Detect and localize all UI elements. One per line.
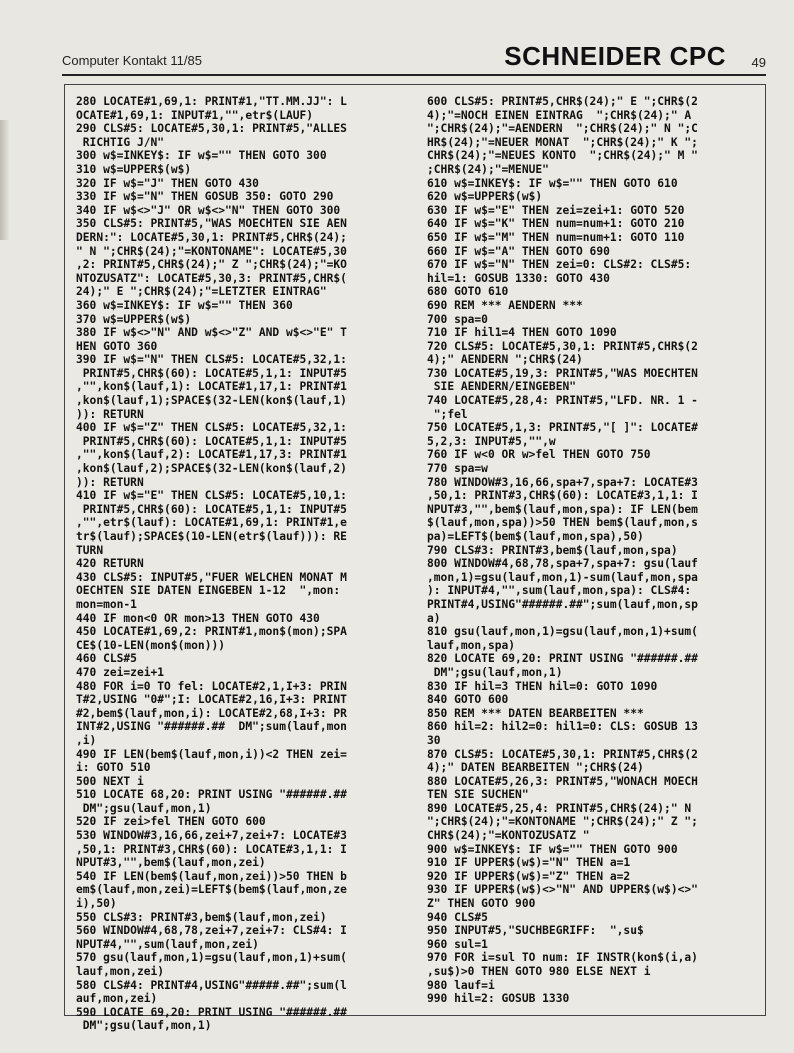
code-line: 4);" AENDERN ";CHR$(24) [427,353,583,367]
page-binding-shadow [0,120,10,240]
code-line: CE$(10-LEN(mon$(mon))) [76,638,226,652]
code-line: 940 CLS#5 [427,910,488,924]
code-line: 400 IF w$="Z" THEN CLS#5: LOCATE#5,32,1: [76,421,347,435]
code-line: 440 IF mon<0 OR mon>13 THEN GOTO 430 [76,611,320,625]
code-line: 490 IF LEN(bem$(lauf,mon,i))<2 THEN zei= [76,747,347,761]
code-line: 790 CLS#3: PRINT#3,bem$(lauf,mon,spa) [427,543,678,557]
code-line: 310 w$=UPPER$(w$) [76,162,192,176]
code-line: ,"",etr$(lauf): LOCATE#1,69,1: PRINT#1,e [76,516,347,530]
code-line: " N ";CHR$(24);"=KONTONAME": LOCATE#5,30 [76,244,347,258]
code-line: PRINT#5,CHR$(60): LOCATE#5,1,1: INPUT#5 [76,434,347,448]
code-line: ,kon$(lauf,2);SPACE$(32-LEN(kon$(lauf,2) [76,462,347,476]
code-line: ,50,1: PRINT#3,CHR$(60): LOCATE#3,1,1: I [427,489,698,503]
code-line: 580 CLS#4: PRINT#4,USING"#####.##";sum(l [76,978,347,992]
code-line: ";CHR$(24);"=AENDERN ";CHR$(24);" N ";C [427,122,698,136]
code-line: NPUT#3,"",bem$(lauf,mon,spa): IF LEN(bem [427,502,698,516]
code-line: RICHTIG J/N" [76,135,165,149]
code-line: 780 WINDOW#3,16,66,spa+7,spa+7: LOCATE#3 [427,475,698,489]
code-line: TEN SIE SUCHEN" [427,788,529,802]
code-line: 770 spa=w [427,462,488,476]
code-line: 290 CLS#5: LOCATE#5,30,1: PRINT#5,"ALLES [76,122,347,136]
code-line: 690 REM *** AENDERN *** [427,298,583,312]
code-line: 560 WINDOW#4,68,78,zei+7,zei+7: CLS#4: I [76,924,347,938]
code-line: 450 LOCATE#1,69,2: PRINT#1,mon$(mon);SPA [76,625,347,639]
code-line: 930 IF UPPER$(w$)<>"N" AND UPPER$(w$)<>" [427,883,698,897]
code-line: CHR$(24);"=KONTOZUSATZ " [427,829,590,843]
code-line: 460 CLS#5 [76,652,137,666]
code-line: 330 IF w$="N" THEN GOSUB 350: GOTO 290 [76,190,334,204]
code-line: 850 REM *** DATEN BEARBEITEN *** [427,706,644,720]
code-line: 5,2,3: INPUT#5,"",w [427,434,556,448]
code-line: i),50) [76,897,117,911]
code-line: em$(lauf,mon,zei)=LEFT$(bem$(lauf,mon,ze [76,883,347,897]
code-line: OECHTEN SIE DATEN EINGEBEN 1-12 ",mon: [76,584,341,598]
code-line: 750 LOCATE#5,1,3: PRINT#5,"[ ]": LOCATE# [427,421,698,435]
code-line: 880 LOCATE#5,26,3: PRINT#5,"WONACH MOECH [427,774,698,788]
code-line: 960 sul=1 [427,937,488,951]
code-line: mon=mon-1 [76,597,137,611]
code-line: ,50,1: PRINT#3,CHR$(60): LOCATE#3,1,1: I [76,842,347,856]
code-line: 900 w$=INKEY$: IF w$="" THEN GOTO 900 [427,842,678,856]
code-line: 870 CLS#5: LOCATE#5,30,1: PRINT#5,CHR$(2 [427,747,698,761]
code-line: 810 gsu(lauf,mon,1)=gsu(lauf,mon,1)+sum( [427,625,698,639]
listing-left-column [76,95,406,1033]
code-line: 390 IF w$="N" THEN CLS#5: LOCATE#5,32,1: [76,353,347,367]
code-line: 430 CLS#5: INPUT#5,"FUER WELCHEN MONAT M [76,570,347,584]
code-line: 4);" DATEN BEARBEITEN ";CHR$(24) [427,761,644,775]
code-line: ,i) [76,733,97,747]
code-line: PRINT#5,CHR$(60): LOCATE#5,1,1: INPUT#5 [76,502,347,516]
code-line: 620 w$=UPPER$(w$) [427,190,543,204]
code-line: HEN GOTO 360 [76,339,158,353]
code-line: 320 IF w$="J" THEN GOTO 430 [76,176,259,190]
code-line: 300 w$=INKEY$: IF w$="" THEN GOTO 300 [76,149,327,163]
code-line: NPUT#3,"",bem$(lauf,mon,zei) [76,856,266,870]
section-title: SCHNEIDER CPC [504,41,726,71]
code-line: 410 IF w$="E" THEN CLS#5: LOCATE#5,10,1: [76,489,347,503]
code-line: 570 gsu(lauf,mon,1)=gsu(lauf,mon,1)+sum( [76,951,347,965]
code-line: 30 [427,733,441,747]
code-line: 600 CLS#5: PRINT#5,CHR$(24);" E ";CHR$(2 [427,95,698,108]
code-line: 590 LOCATE 69,20: PRINT USING "######.## [76,1005,347,1019]
code-line: SIE AENDERN/EINGEBEN" [427,380,577,394]
listing-right-column [427,95,757,1006]
header-rule [62,74,766,76]
code-line: 360 w$=INKEY$: IF w$="" THEN 360 [76,298,293,312]
code-line: ";fel [427,407,468,421]
code-line: ,su$)>0 THEN GOTO 980 ELSE NEXT i [427,965,651,978]
code-line: 350 CLS#5: PRINT#5,"WAS MOECHTEN SIE AEN [76,217,347,231]
code-line: ";CHR$(24);"=KONTONAME ";CHR$(24);" Z "; [427,815,698,829]
code-line: DERN:": LOCATE#5,30,1: PRINT#5,CHR$(24); [76,230,347,244]
code-line: 980 lauf=i [427,978,495,992]
code-line: 970 FOR i=sul TO num: IF INSTR(kon$(i,a) [427,951,698,965]
code-line: 480 FOR i=0 TO fel: LOCATE#2,1,I+3: PRIN [76,679,347,693]
code-line: PRINT#4,USING"######.##";sum(lauf,mon,sp [427,597,698,611]
code-line: 820 LOCATE 69,20: PRINT USING "######.## [427,652,698,666]
code-line: 550 CLS#3: PRINT#3,bem$(lauf,mon,zei) [76,910,327,924]
code-line: 710 IF hil1=4 THEN GOTO 1090 [427,326,617,340]
code-line: PRINT#5,CHR$(60): LOCATE#5,1,1: INPUT#5 [76,366,347,380]
code-line: 730 LOCATE#5,19,3: PRINT#5,"WAS MOECHTEN [427,366,698,380]
code-line: CHR$(24);"=NEUES KONTO ";CHR$(24);" M " [427,149,698,163]
code-line: 760 IF w<0 OR w>fel THEN GOTO 750 [427,448,651,462]
code-line: )): RETURN [76,407,144,421]
code-line: 340 IF w$<>"J" OR w$<>"N" THEN GOTO 300 [76,203,341,217]
magazine-issue: Computer Kontakt 11/85 [62,53,202,68]
code-line: tr$(lauf);SPACE$(10-LEN(etr$(lauf))): RE [76,530,347,543]
code-line: Z" THEN GOTO 900 [427,897,536,911]
code-line: #2,bem$(lauf,mon,i): LOCATE#2,68,I+3: PR [76,706,347,720]
code-line: ;CHR$(24);"=MENUE" [427,162,549,176]
code-line: 530 WINDOW#3,16,66,zei+7,zei+7: LOCATE#3 [76,829,347,843]
code-line: 540 IF LEN(bem$(lauf,mon,zei))>50 THEN b [76,869,347,883]
code-line: 370 w$=UPPER$(w$) [76,312,192,326]
code-line: i: GOTO 510 [76,761,151,775]
page-number: 49 [751,55,766,70]
code-line: 660 IF w$="A" THEN GOTO 690 [427,244,610,258]
code-line: )): RETURN [76,475,144,489]
code-line: 910 IF UPPER$(w$)="N" THEN a=1 [427,856,631,870]
code-line: OCATE#1,69,1: INPUT#1,"",etr$(LAUF) [76,108,314,122]
code-line: 700 spa=0 [427,312,488,326]
code-line: 610 w$=INKEY$: IF w$="" THEN GOTO 610 [427,176,678,190]
code-line: a) [427,611,441,625]
code-line: 950 INPUT#5,"SUCHBEGRIFF: ",su$ [427,924,644,938]
code-line: ,mon,1)=gsu(lauf,mon,1)-sum(lauf,mon,spa [427,570,698,584]
code-line: T#2,USING "0#";I: LOCATE#2,16,I+3: PRINT [76,693,347,707]
code-line: ): INPUT#4,"",sum(lauf,mon,spa): CLS#4: [427,584,692,598]
code-line: INT#2,USING "######.## DM";sum(lauf,mon [76,720,347,734]
code-line: 840 GOTO 600 [427,693,509,707]
code-line: 720 CLS#5: LOCATE#5,30,1: PRINT#5,CHR$(2 [427,339,698,353]
code-line: TURN [76,543,104,557]
code-line: NTOZUSATZ": LOCATE#5,30,3: PRINT#5,CHR$( [76,271,347,285]
code-line: DM";gsu(lauf,mon,1) [76,1019,212,1033]
code-line: pa)=LEFT$(bem$(lauf,mon,spa),50) [427,530,644,543]
code-line: 4);"=NOCH EINEN EINTRAG ";CHR$(24);" A [427,108,698,122]
code-line: auf,mon,zei) [76,992,158,1006]
code-line: HR$(24);"=NEUER MONAT ";CHR$(24);" K "; [427,135,698,149]
code-line: ,"",kon$(lauf,1): LOCATE#1,17,1: PRINT#1 [76,380,347,394]
page-header [62,40,766,74]
code-line: lauf,mon,zei) [76,965,165,978]
code-line: 680 GOTO 610 [427,285,509,299]
code-line: 740 LOCATE#5,28,4: PRINT#5,"LFD. NR. 1 - [427,394,698,408]
code-line: hil=1: GOSUB 1330: GOTO 430 [427,271,610,285]
code-line: NPUT#4,"",sum(lauf,mon,zei) [76,937,259,951]
code-line: 920 IF UPPER$(w$)="Z" THEN a=2 [427,869,631,883]
code-line: 890 LOCATE#5,25,4: PRINT#5,CHR$(24);" N [427,801,698,815]
code-line: ,kon$(lauf,1);SPACE$(32-LEN(kon$(lauf,1) [76,394,347,408]
code-line: 420 RETURN [76,557,144,571]
code-line: 670 IF w$="N" THEN zei=0: CLS#2: CLS#5: [427,258,692,272]
code-line: 280 LOCATE#1,69,1: PRINT#1,"TT.MM.JJ": L [76,95,347,108]
code-line: 630 IF w$="E" THEN zei=zei+1: GOTO 520 [427,203,685,217]
code-line: $(lauf,mon,spa))>50 THEN bem$(lauf,mon,s [427,516,698,530]
code-line: 470 zei=zei+1 [76,665,165,679]
code-line: 380 IF w$<>"N" AND w$<>"Z" AND w$<>"E" T [76,326,347,340]
code-line: 510 LOCATE 68,20: PRINT USING "######.## [76,788,347,802]
code-line: 800 WINDOW#4,68,78,spa+7,spa+7: gsu(lauf [427,557,698,571]
code-line: DM";gsu(lauf,mon,1) [427,665,563,679]
code-line: 860 hil=2: hil2=0: hil1=0: CLS: GOSUB 13 [427,720,698,734]
code-line: 830 IF hil=3 THEN hil=0: GOTO 1090 [427,679,658,693]
code-line: 640 IF w$="K" THEN num=num+1: GOTO 210 [427,217,685,231]
code-line: 24);" E ";CHR$(24);"=LETZTER EINTRAG" [76,285,327,299]
code-line: DM";gsu(lauf,mon,1) [76,801,212,815]
code-line: 520 IF zei>fel THEN GOTO 600 [76,815,266,829]
code-line: ,"",kon$(lauf,2): LOCATE#1,17,3: PRINT#1 [76,448,347,462]
code-line: ,2: PRINT#5,CHR$(24);" Z ";CHR$(24);"=KO [76,258,347,272]
code-line: 500 NEXT i [76,774,144,788]
program-listing-box [64,84,766,1033]
code-line: lauf,mon,spa) [427,638,516,652]
code-line: 990 hil=2: GOSUB 1330 [427,992,570,1006]
code-line: 650 IF w$="M" THEN num=num+1: GOTO 110 [427,230,685,244]
